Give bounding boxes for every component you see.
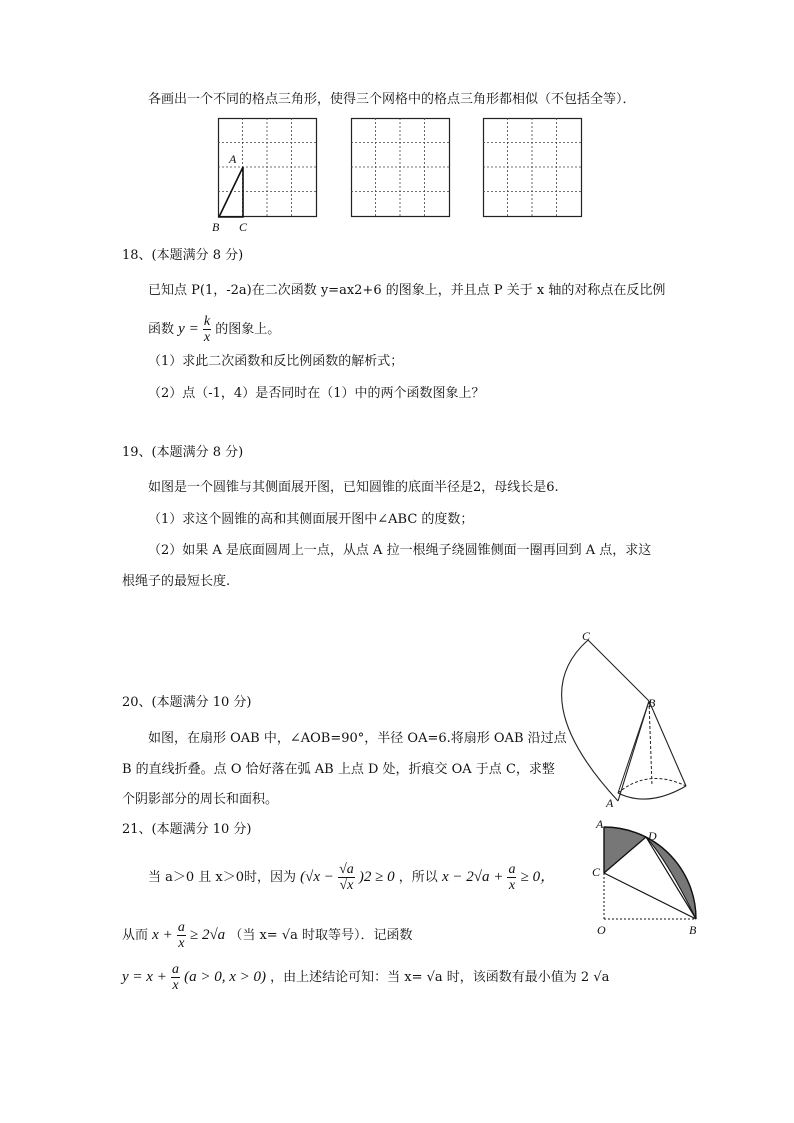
q20-heading: 20、(本题满分 10 分) bbox=[122, 695, 252, 710]
q19-part2a: （2）如果 A 是底面圆周上一点，从点 A 拉一根绳子绕圆锥侧面一圈再回到 A 点，求这 bbox=[148, 543, 652, 558]
q19-heading: 19、(本题满分 8 分) bbox=[122, 445, 244, 460]
label-b: B bbox=[212, 220, 220, 234]
q21-line3: y = x + $\frac{a}{x}$ (a > 0, x > 0) ，由上述结论可知：当 x= √a 时，该函数有最小值为 2 √a bbox=[122, 962, 610, 993]
q21-line2: 从而 x + $\frac{a}{x}$ ≥ 2√a （当 x= √a 时取等号）．记函数 bbox=[122, 920, 413, 951]
grid-2 bbox=[351, 118, 451, 220]
q19-part1: （1）求这个圆锥的高和其侧面展开图中∠ABC 的度数； bbox=[148, 512, 474, 527]
label-c: C bbox=[239, 220, 248, 234]
label-a: A bbox=[229, 152, 237, 166]
grid-3 bbox=[483, 118, 583, 220]
q20-line3: 个阴影部分的周长和面积。 bbox=[122, 792, 279, 807]
cone-label-a: A bbox=[606, 796, 614, 810]
sector-label-a: A bbox=[596, 817, 604, 831]
cone-label-b: B bbox=[648, 696, 656, 710]
q21-heading: 21、(本题满分 10 分) bbox=[122, 822, 252, 837]
q18-line1: 已知点 P(1，-2a)在二次函数 y=ax2+6 的图象上，并且点 P 关于 x 轴的对称点在反比例 bbox=[148, 283, 666, 298]
cone-label-c: C bbox=[582, 629, 591, 643]
triangle-abc bbox=[219, 167, 243, 217]
q19-line1: 如图是一个圆锥与其侧面展开图，已知圆锥的底面半径是2，母线长是6. bbox=[148, 480, 559, 495]
q20-line2: B 的直线折叠。点 O 恰好落在弧 AB 上点 D 处，折痕交 OA 于点 C，求整 bbox=[122, 762, 555, 777]
q19-part2b: 根绳子的最短长度. bbox=[122, 574, 231, 589]
q17-text: 各画出一个不同的格点三角形，使得三个网格中的格点三角形都相似（不包括全等）． bbox=[148, 92, 636, 107]
q18-heading: 18、(本题满分 8 分) bbox=[122, 248, 244, 263]
sector-label-b: B bbox=[689, 923, 697, 937]
sector-label-d: D bbox=[648, 829, 657, 843]
q18-line2: 函数 y = $\frac{k}{x}$ 的图象上。 bbox=[148, 314, 281, 345]
cone-figure bbox=[548, 628, 698, 813]
q18-part1: （1）求此二次函数和反比例函数的解析式； bbox=[148, 354, 404, 369]
sector-label-c: C bbox=[592, 865, 601, 879]
q20-line1: 如图，在扇形 OAB 中，∠AOB=90°，半径 OA=6.将扇形 OAB 沿过点 bbox=[148, 731, 567, 746]
grid-1 bbox=[218, 118, 318, 222]
q21-line1: 当 a＞0 且 x＞0时，因为 (√x − $\frac{√a}{√x}$ )2 ≥ 0 ，所以 x − 2√a + $\frac{a}{x}$ ≥ 0， bbox=[148, 862, 556, 893]
q18-part2: （2）点（-1，4）是否同时在（1）中的两个函数图象上？ bbox=[148, 386, 485, 401]
sector-label-o: O bbox=[597, 923, 606, 937]
